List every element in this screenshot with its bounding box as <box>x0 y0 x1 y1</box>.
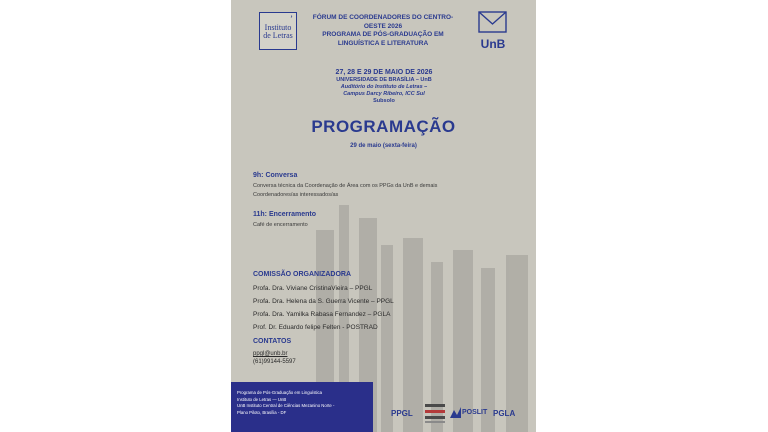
pgla-logo: PGLA <box>493 409 516 418</box>
footer-address-box <box>231 382 373 432</box>
footer-line: UnB Instituto Central de Ciências Mezanino Norte - <box>237 403 335 408</box>
schedule-item-desc <box>253 182 523 199</box>
poslit-logo: POSLIT <box>462 409 488 416</box>
footer-line: Instituto de Letras — UnB <box>237 396 287 402</box>
contatos-info <box>253 350 453 366</box>
ppgl-logo: PPGL <box>391 409 413 418</box>
schedule-desc-line: Café de encerramento <box>253 222 308 228</box>
partner-stacked-logo-icon <box>424 402 446 424</box>
schedule-desc-line: Conversa técnica da Coordenação de Área com os PPGs da UnB e demais <box>253 183 438 189</box>
schedule-desc-line: Coordenadores/as interessados/as <box>253 191 339 198</box>
contatos-title: CONTATOS <box>253 338 292 345</box>
event-poster <box>231 0 536 432</box>
contact-phone: (61)99144-5597 <box>253 359 296 365</box>
programacao-date: 29 de maio (sexta-feira) <box>350 143 417 149</box>
schedule-item <box>253 211 523 230</box>
schedule-item-title: 9h: Conversa <box>253 172 298 179</box>
footer-line: Plano Piloto, Brasília - DF <box>237 409 287 415</box>
comissao-member: Profa. Dra. Yamilka Rabasa Fernandez – PGLA <box>253 311 391 318</box>
event-dates: 27, 28 E 29 DE MAIO DE 2026 <box>335 69 433 76</box>
event-venue <box>301 77 467 105</box>
unb-envelope-icon <box>478 11 507 33</box>
venue-line-1: Auditório do Instituto de Letras – <box>340 84 428 90</box>
venue-university: UNIVERSIDADE DE BRASÍLIA – UnB <box>336 77 432 83</box>
schedule-item <box>253 172 523 199</box>
footer-line: Programa de Pós-Graduação em Linguística <box>237 390 323 395</box>
comissao-member: Profa. Dra. Helena da S. Guerra Vicente – PPGL <box>253 298 394 305</box>
contact-email-link[interactable]: ppgl@unb.br <box>253 351 288 357</box>
comissao-member: Prof. Dr. Eduardo felipe Felten - POSTRAD <box>253 324 378 331</box>
instituto-letras-logo <box>259 12 297 50</box>
forum-title-line: FÓRUM DE COORDENADORES DO CENTRO-OESTE 2026 <box>312 14 454 30</box>
instituto-logo-line1: Instituto <box>264 23 292 32</box>
program-title-line: PROGRAMA DE PÓS-GRADUAÇÃO EM LINGUÍSTICA E LITERATURA <box>322 31 444 47</box>
venue-line-3: Subsolo <box>373 98 395 104</box>
instituto-logo-line2: de Letras <box>263 31 293 40</box>
comissao-list <box>253 282 523 334</box>
unb-logo-text: UnB <box>480 37 506 51</box>
programacao-title: PROGRAMAÇÃO <box>311 117 456 136</box>
comissao-member: Profa. Dra. Viviane CristinaVieira – PPGL <box>253 285 373 292</box>
poslit-mark-icon <box>450 407 461 418</box>
venue-line-2: Campus Darcy Ribeiro, ICC Sul <box>343 91 425 97</box>
contatos-section <box>253 338 453 366</box>
comissao-title: COMISSÃO ORGANIZADORA <box>253 271 351 278</box>
schedule-item-desc <box>253 221 523 230</box>
comissao-section <box>253 271 523 334</box>
schedule-item-title: 11h: Encerramento <box>253 211 317 218</box>
apostrophe-mark-icon: ’ <box>290 14 293 24</box>
forum-title <box>308 14 458 48</box>
